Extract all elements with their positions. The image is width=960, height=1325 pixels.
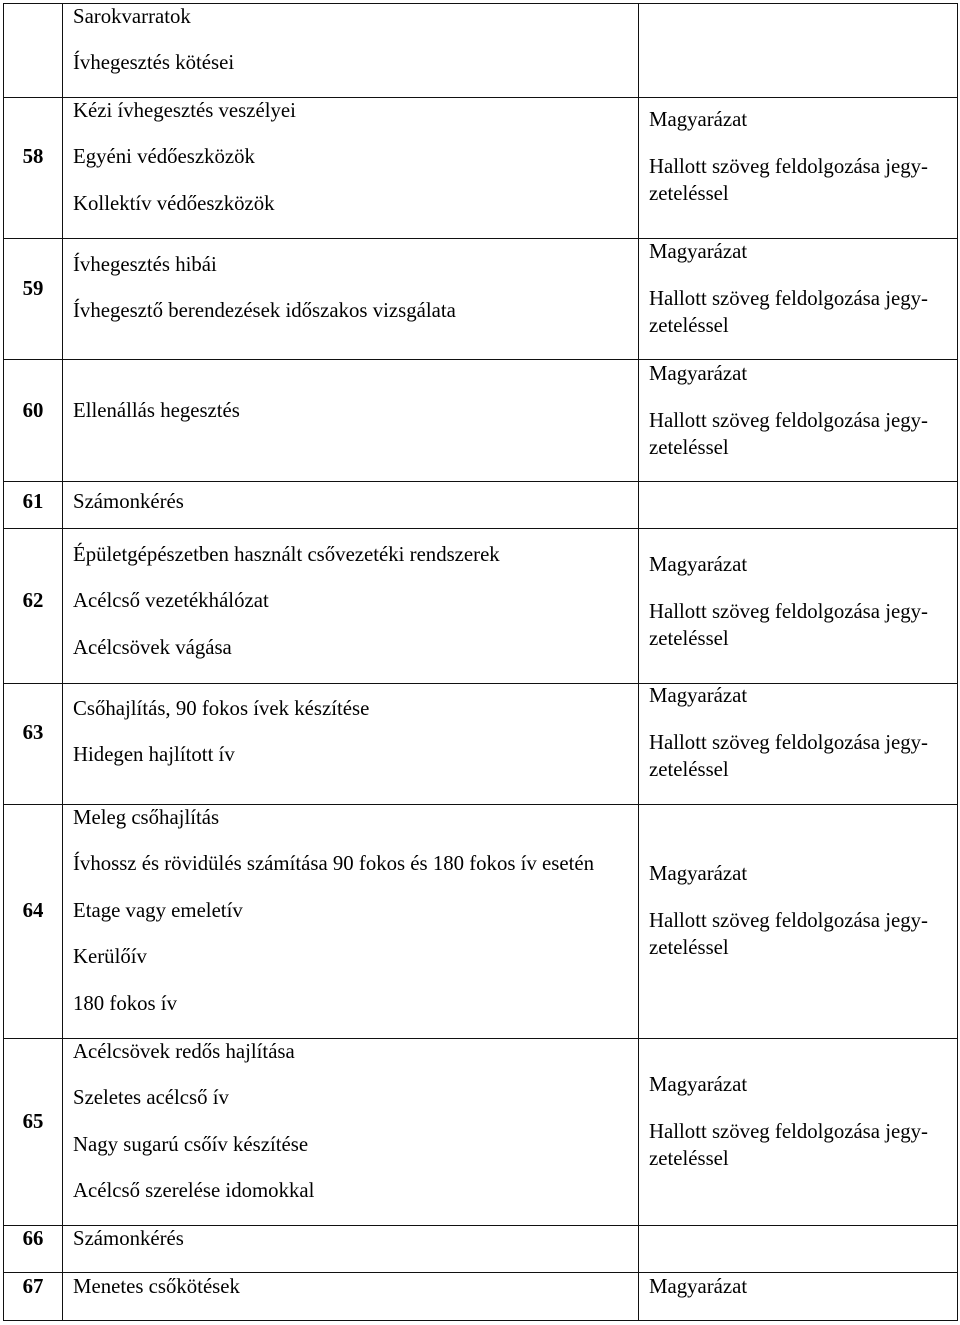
lesson-number-cell <box>4 482 63 529</box>
topic-line: Meleg csőhajlítás <box>73 805 220 829</box>
method-cell <box>639 360 958 482</box>
topic-line: Egyéni védőeszközök <box>73 145 255 168</box>
lesson-number: 65 <box>22 1109 44 1133</box>
method-note-line: Hallott szöveg feldolgozása jegy- <box>649 731 928 754</box>
method-cell <box>639 684 958 805</box>
lesson-number-cell <box>4 529 63 684</box>
topic-line: Acélcsövek redős hajlítása <box>73 1039 295 1063</box>
method-cell <box>639 4 958 98</box>
method-note-line: zeteléssel <box>649 435 729 459</box>
method-note <box>649 407 957 461</box>
method-cell <box>639 239 958 360</box>
topic-line: Épületgépészetben használt csővezetéki rendszerek <box>73 542 500 566</box>
lesson-number-cell <box>4 1226 63 1273</box>
topic-cell <box>63 1226 639 1273</box>
topic-cell <box>63 239 639 360</box>
lesson-number: 67 <box>22 1274 44 1298</box>
topic-line: Etage vagy emeletív <box>73 898 243 922</box>
method-cell <box>639 98 958 239</box>
method-cell <box>639 1039 958 1226</box>
topic-cell <box>63 360 639 482</box>
method-note <box>649 729 957 783</box>
topic-line: Kézi ívhegesztés veszélyei <box>73 98 296 122</box>
topic-line: Számonkérés <box>73 489 184 513</box>
topic-line: Ívhossz és rövidülés számítása 90 fokos és 180 fokos ív esetén <box>73 852 594 875</box>
method-label: Magyarázat <box>649 1072 748 1096</box>
topic-line: Acélcső szerelése idomokkal <box>73 1179 315 1202</box>
method-note <box>649 153 957 207</box>
topic-line: Ívhegesztés kötései <box>73 51 235 74</box>
method-label: Magyarázat <box>649 239 748 263</box>
method-label: Magyarázat <box>649 107 748 131</box>
topic-cell <box>63 1039 639 1226</box>
lesson-number-cell <box>4 1039 63 1226</box>
lesson-number: 60 <box>22 398 44 422</box>
method-note-line: Hallott szöveg feldolgozása jegy- <box>649 154 928 178</box>
method-note-line: Hallott szöveg feldolgozása jegy- <box>649 286 928 310</box>
method-note-line: zeteléssel <box>649 935 729 959</box>
method-label: Magyarázat <box>649 552 748 576</box>
method-label: Magyarázat <box>649 684 748 707</box>
lesson-number: 59 <box>22 276 44 300</box>
topic-line: Kerülőív <box>73 945 147 968</box>
method-cell <box>639 1273 958 1321</box>
topic-line: Hidegen hajlított ív <box>73 743 235 766</box>
topic-line: Számonkérés <box>73 1226 184 1250</box>
method-cell <box>639 482 958 529</box>
method-note-line: Hallott szöveg feldolgozása jegy- <box>649 1119 928 1143</box>
topic-cell <box>63 4 639 98</box>
method-label: Magyarázat <box>649 361 748 385</box>
lesson-number: 62 <box>22 588 44 612</box>
topic-line: Menetes csőkötések <box>73 1274 240 1298</box>
topic-line: 180 fokos ív <box>73 991 177 1015</box>
method-note <box>649 598 957 652</box>
lesson-number-cell <box>4 805 63 1039</box>
topic-line: Ívhegesztés hibái <box>73 252 217 276</box>
topic-cell <box>63 684 639 805</box>
lesson-number: 66 <box>22 1226 44 1250</box>
topic-cell <box>63 98 639 239</box>
lesson-number: 64 <box>22 898 44 922</box>
method-note-line: Hallott szöveg feldolgozása jegy- <box>649 408 928 432</box>
method-note-line: zeteléssel <box>649 1146 729 1170</box>
lesson-number: 58 <box>22 144 44 168</box>
method-note <box>649 285 957 339</box>
method-cell <box>639 1226 958 1273</box>
lesson-number-cell <box>4 360 63 482</box>
method-note <box>649 907 957 961</box>
topic-cell <box>63 482 639 529</box>
method-cell <box>639 529 958 684</box>
topic-line: Acélcsövek vágása <box>73 635 232 659</box>
topic-line: Ívhegesztő berendezések időszakos vizsgálata <box>73 299 456 322</box>
method-note-line: zeteléssel <box>649 313 729 337</box>
topic-line: Szeletes acélcső ív <box>73 1086 229 1109</box>
lesson-number-cell <box>4 1273 63 1321</box>
method-cell <box>639 805 958 1039</box>
topic-line: Nagy sugarú csőív készítése <box>73 1132 309 1156</box>
lesson-number: 63 <box>22 720 44 744</box>
topic-line: Kollektív védőeszközök <box>73 191 275 215</box>
method-label: Magyarázat <box>649 861 748 885</box>
topic-cell <box>63 805 639 1039</box>
method-note-line: Hallott szöveg feldolgozása jegy- <box>649 599 928 623</box>
topic-cell <box>63 1273 639 1321</box>
method-note <box>649 1118 957 1172</box>
curriculum-table <box>3 3 958 1321</box>
topic-cell <box>63 529 639 684</box>
lesson-number-cell <box>4 98 63 239</box>
lesson-number-cell <box>4 684 63 805</box>
method-note-line: Hallott szöveg feldolgozása jegy- <box>649 908 928 932</box>
lesson-number: 61 <box>22 489 44 513</box>
lesson-number-cell <box>4 239 63 360</box>
topic-line: Acélcső vezetékhálózat <box>73 589 269 612</box>
method-note-line: zeteléssel <box>649 181 729 205</box>
topic-line: Sarokvarratok <box>73 4 191 28</box>
lesson-number-cell <box>4 4 63 98</box>
topic-line: Csőhajlítás, 90 fokos ívek készítése <box>73 696 370 720</box>
method-note-line: zeteléssel <box>649 758 729 781</box>
topic-line: Ellenállás hegesztés <box>73 398 240 422</box>
method-note-line: zeteléssel <box>649 626 729 650</box>
method-label: Magyarázat <box>649 1274 748 1298</box>
